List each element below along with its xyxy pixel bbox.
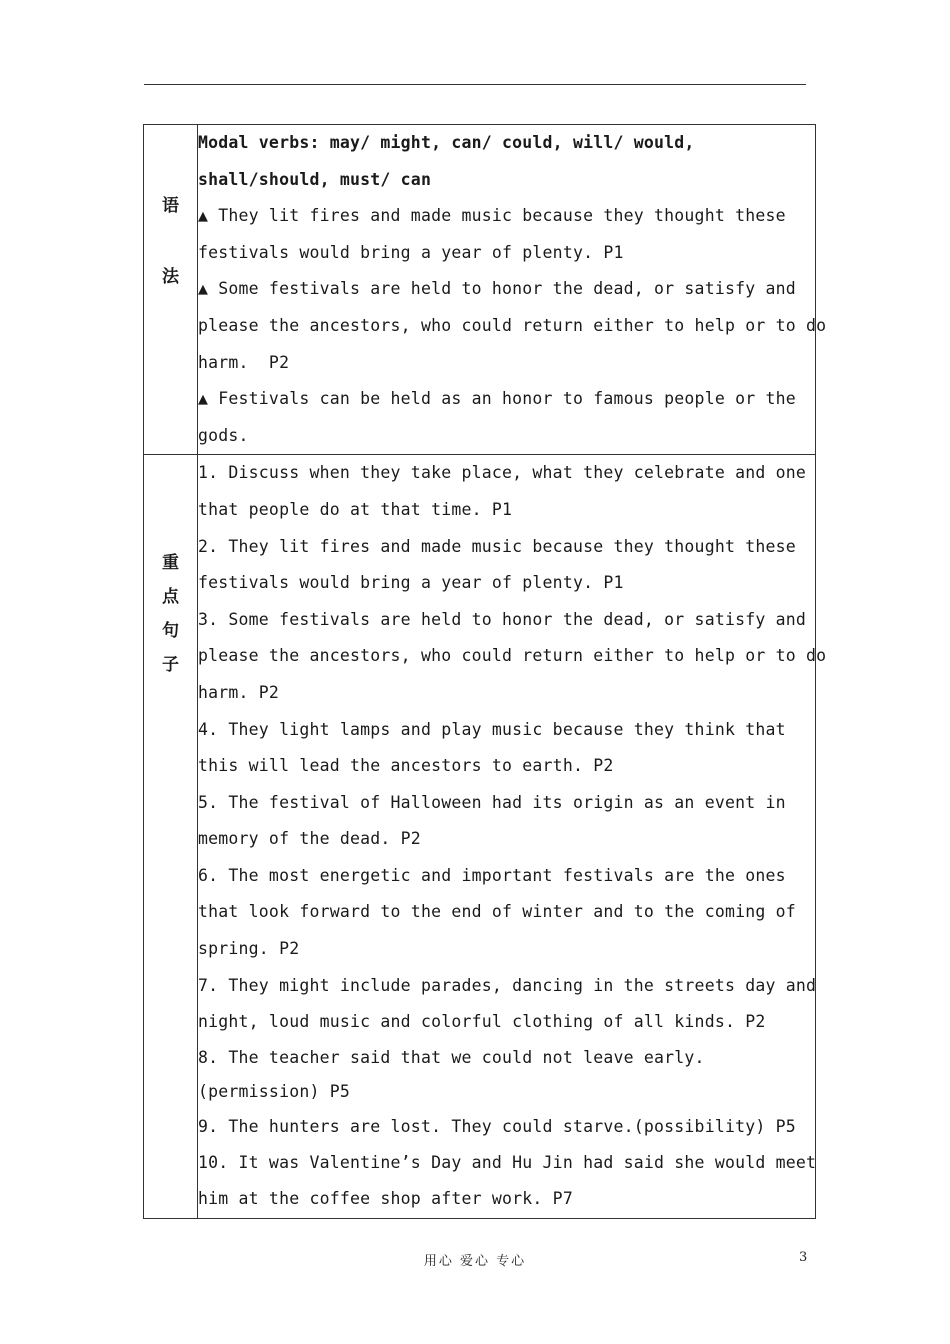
key-sentences-label-char: 子 bbox=[162, 655, 179, 676]
key-sentence-line: harm. P2 bbox=[198, 682, 280, 702]
key-sentence-line: 3. Some festivals are held to honor the dead, or satisfy and bbox=[198, 609, 807, 629]
key-sentence-line: that look forward to the end of winter and to the coming of bbox=[198, 902, 796, 922]
key-sentence-line: 10. It was Valentine’s Day and Hu Jin had said she would meet bbox=[198, 1152, 817, 1172]
grammar-label-cell bbox=[144, 125, 198, 455]
key-sentence-line: please the ancestors, who could return either to help or to do bbox=[198, 646, 827, 666]
key-sentence-line: (permission) P5 bbox=[198, 1082, 351, 1102]
key-sentence-line: 7. They might include parades, dancing in the streets day and bbox=[198, 975, 817, 995]
key-sentences-content bbox=[198, 455, 827, 1218]
grammar-lines bbox=[198, 198, 827, 454]
key-sentence-line: memory of the dead. P2 bbox=[198, 829, 421, 849]
grammar-label-char: 语 bbox=[162, 196, 179, 216]
key-sentences-label-char: 重 bbox=[162, 553, 179, 574]
grammar-line: ▲ They lit fires and made music because they thought these bbox=[198, 206, 786, 226]
grammar-content bbox=[198, 125, 827, 455]
key-sentence-line: 4. They light lamps and play music because they think that bbox=[198, 719, 786, 739]
key-sentence-line: this will lead the ancestors to earth. P2 bbox=[198, 756, 614, 776]
key-sentences-label-char: 点 bbox=[162, 587, 179, 608]
page-number: 3 bbox=[799, 1250, 808, 1265]
key-sentence-line: festivals would bring a year of plenty. P1 bbox=[198, 573, 624, 593]
key-sentence-line: 1. Discuss when they take place, what they celebrate and one bbox=[198, 463, 807, 483]
grammar-line: festivals would bring a year of plenty. P1 bbox=[198, 242, 624, 262]
grammar-label-char: 法 bbox=[162, 267, 179, 287]
footer-motto: 用心 爱心 专心 bbox=[423, 1254, 527, 1269]
grammar-line: ▲ Some festivals are held to honor the dead, or satisfy and bbox=[198, 279, 796, 299]
key-sentence-line: 9. The hunters are lost. They could starve.(possibility) P5 bbox=[198, 1117, 796, 1137]
key-sentence-line: 6. The most energetic and important festivals are the ones bbox=[198, 865, 786, 885]
key-sentence-line: him at the coffee shop after work. P7 bbox=[198, 1189, 573, 1209]
key-sentences-label-cell bbox=[144, 455, 198, 1218]
key-sentences-label bbox=[144, 455, 197, 675]
key-sentence-line: 8. The teacher said that we could not leave early. bbox=[198, 1047, 705, 1067]
grammar-line: gods. bbox=[198, 425, 249, 445]
grammar-label bbox=[144, 125, 197, 287]
grammar-line: please the ancestors, who could return either to help or to do bbox=[198, 315, 827, 335]
key-sentence-line: 5. The festival of Halloween had its origin as an event in bbox=[198, 792, 786, 812]
grammar-line: ▲ Festivals can be held as an honor to famous people or the bbox=[198, 389, 796, 409]
key-sentences-lines bbox=[198, 455, 827, 1217]
key-sentence-line: 2. They lit fires and made music because they thought these bbox=[198, 536, 796, 556]
grammar-line: harm. P2 bbox=[198, 352, 290, 372]
grammar-row bbox=[144, 125, 816, 455]
key-sentence-line: spring. P2 bbox=[198, 939, 300, 959]
grammar-heading-line: shall/should, must/ can bbox=[198, 169, 432, 189]
key-sentences-label-char: 句 bbox=[162, 621, 179, 642]
header-rule bbox=[144, 84, 806, 85]
grammar-heading-line: Modal verbs: may/ might, can/ could, will/ would, bbox=[198, 133, 695, 152]
key-sentences-row bbox=[144, 455, 816, 1218]
content-table bbox=[143, 124, 827, 1219]
key-sentence-line: that people do at that time. P1 bbox=[198, 499, 513, 519]
key-sentence-line: night, loud music and colorful clothing of all kinds. P2 bbox=[198, 1012, 766, 1032]
